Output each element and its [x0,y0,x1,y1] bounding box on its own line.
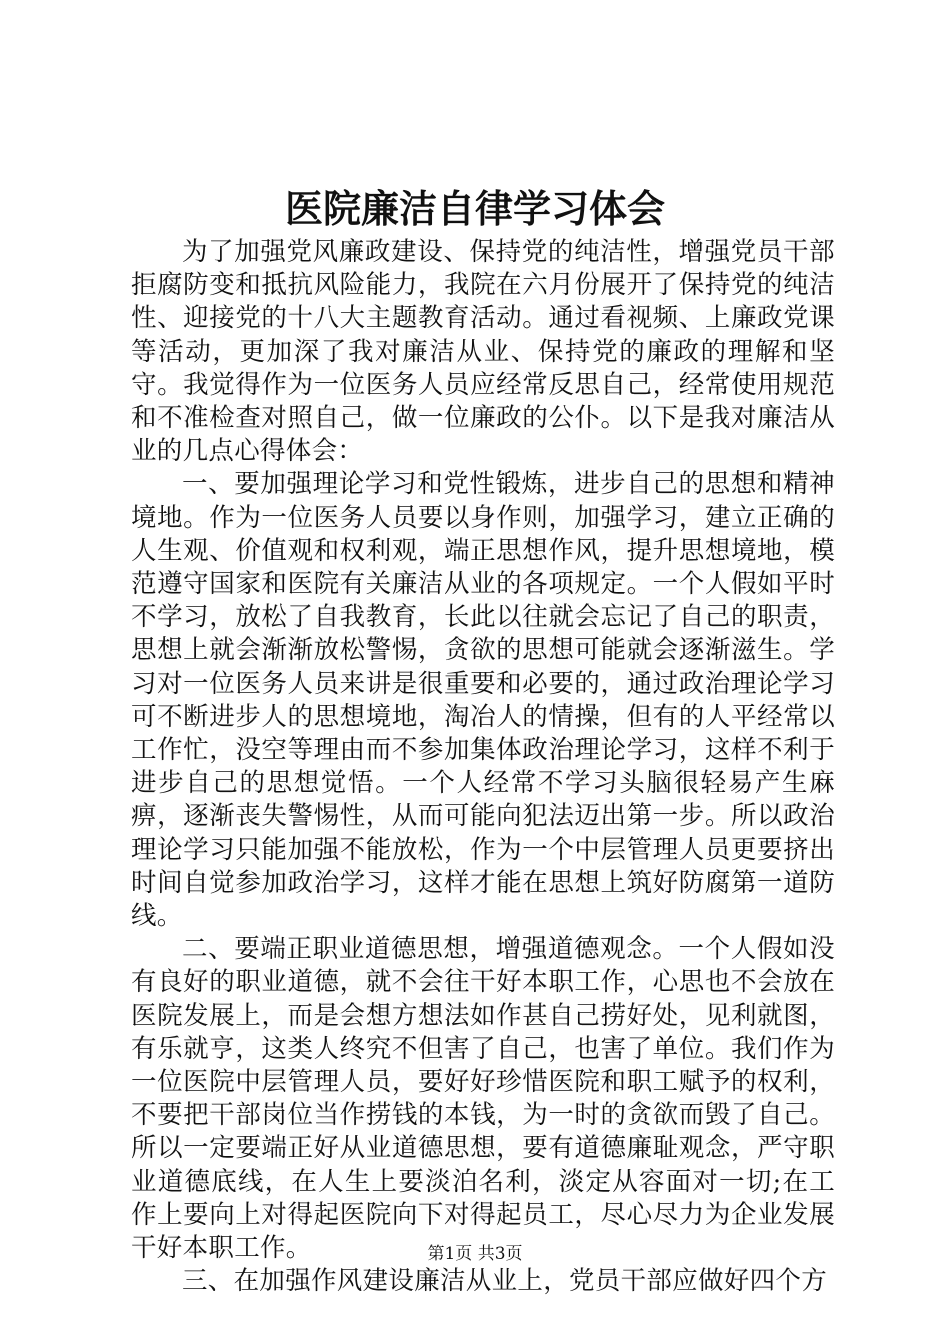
paragraph-intro: 为了加强党风廉政建设、保持党的纯洁性，增强党员干部拒腐防变和抵抗风险能力，我院在六月份展开了保持党的纯洁性、迎接党的十八大主题教育活动。通过看视频、上廉政党课等活动，更加深了我对廉洁从业、保持党的廉政的理解和坚守。我觉得作为一位医务人员应经常反思自己，经常使用规范和不准检查对照自己，做一位廉政的公仆。以下是我对廉洁从业的几点心得体会： [131,237,835,467]
document-body [131,236,835,1299]
paragraph-point-three: 三、在加强作风建设廉洁从业上，党员干部应做好四个方 [182,1266,828,1297]
document-title: 医院廉洁自律学习体会 [284,186,665,231]
paragraph-point-two: 二、要端正职业道德思想，增强道德观念。一个人假如没有良好的职业道德，就不会往干好本职工作，心思也不会放在医院发展上，而是会想方想法如作甚自己捞好处，见利就图，有乐就亨，这类人终究不但害了自己，也害了单位。我们作为一位医院中层管理人员，要好好珍惜医院和职工赋予的权利，不要把干部岗位当作捞钱的本钱，为一时的贪欲而毁了自己。所以一定要端正好从业道德思想，要有道德廉耻观念，严守职业道德底线，在人生上要淡泊名利，淡定从容面对一切;在工作上要向上对得起医院向下对得起员工，尽心尽力为企业发展干好本职工作。 [131,934,835,1264]
paragraph-point-one: 一、要加强理论学习和党性锻炼，进步自己的思想和精神境地。作为一位医务人员要以身作则，加强学习，建立正确的人生观、价值观和权利观，端正思想作风，提升思想境地，模范遵守国家和医院有关廉洁从业的各项规定。一个人假如平时不学习，放松了自我教育，长此以往就会忘记了自己的职责，思想上就会渐渐放松警惕，贪欲的思想可能就会逐渐滋生。学习对一位医务人员来讲是很重要和必要的，通过政治理论学习可不断进步人的思想境地，淘冶人的情操，但有的人平经常以工作忙，没空等理由而不参加集体政治理论学习，这样不利于进步自己的思想觉悟。一个人经常不学习头脑很轻易产生麻痹，逐渐丧失警惕性，从而可能向犯法迈出第一步。所以政治理论学习只能加强不能放松，作为一个中层管理人员更要挤出时间自觉参加政治学习，这样才能在思想上筑好防腐第一道防线。 [131,469,835,932]
page-number-footer: 第1页 共3页 [427,1244,523,1264]
